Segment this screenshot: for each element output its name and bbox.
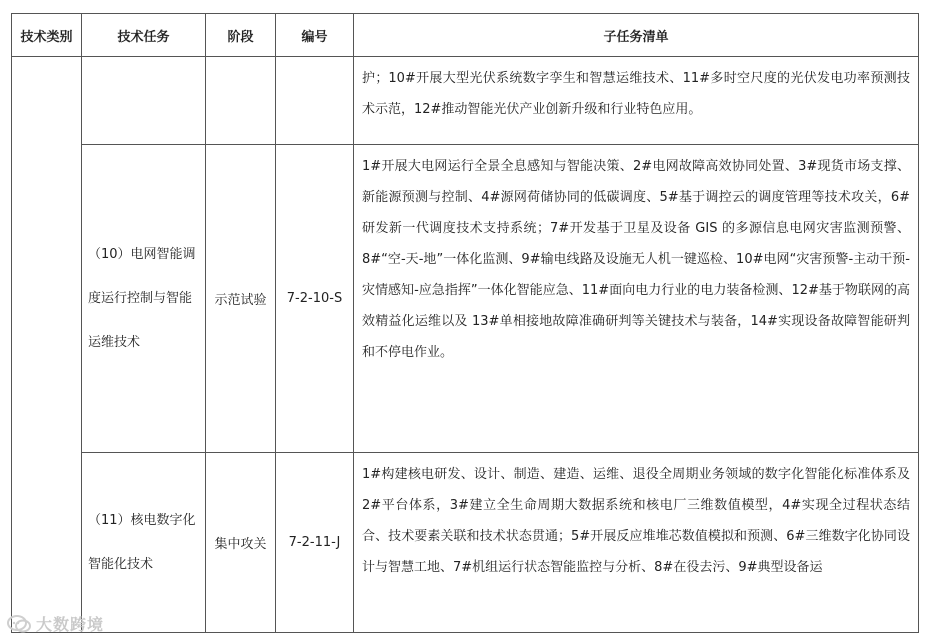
watermark xyxy=(6,612,104,635)
subtask-cell xyxy=(354,453,919,633)
watermark-text: 大数跨境 xyxy=(36,615,105,634)
task-cell: （10）电网智能调度运行控制与智能运维技术 xyxy=(82,145,206,453)
stage-cell: 示范试验 xyxy=(206,145,276,453)
header-category: 技术类别 xyxy=(12,14,82,57)
table-row xyxy=(12,57,919,145)
header-task: 技术任务 xyxy=(82,14,206,57)
subtask-text: 1#构建核电研发、设计、制造、建造、运维、退役全周期业务领域的数字化智能化标准体系及 2#平台体系，3#建立全生命周期大数据系统和核电厂三维数值模型，4#实现全过程状态结合、技术要素关联和技术状态贯通；5#开展反应堆堆芯数值模拟和预测、6#三维数字化协同设计与智慧工地、7#机组运行状态智能监控与分析、8#在役去污、9#典型设备运 xyxy=(362,467,910,575)
stage-cell xyxy=(206,57,276,145)
header-code: 编号 xyxy=(276,14,354,57)
table-header-row xyxy=(12,14,919,57)
category-cell xyxy=(12,57,82,633)
tech-task-table xyxy=(11,13,919,633)
table-row xyxy=(12,145,919,453)
task-cell: （11）核电数字化智能化技术 xyxy=(82,453,206,633)
code-cell xyxy=(276,57,354,145)
subtask-text: 1#开展大电网运行全景全息感知与智能决策、2#电网故障高效协同处置、3#现货市场支撑、新能源预测与控制、4#源网荷储协同的低碳调度、5#基于调控云的调度管理等技术攻关，6#研发新一代调度技术支持系统；7#开发基于卫星及设备 GIS 的多源信息电网灾害监测预警、8#“空-天-地”一体化监测、9#输电线路及设施无人机一键巡检、10#电网“灾害预警-主动干预-灾情感知-应急指挥”一体化智能应急、11#面向电力行业的电力装备检测、12#基于物联网的高效精益化运维以及 13#单相接地故障准确研判等关键技术与装备，14#实现设备故障智能研判和不停电作业。 xyxy=(362,159,910,360)
task-cell xyxy=(82,57,206,145)
subtask-text: 护；10#开展大型光伏系统数字孪生和智慧运维技术、11#多时空尺度的光伏发电功率预测技术示范，12#推动智能光伏产业创新升级和行业特色应用。 xyxy=(362,71,910,117)
header-stage: 阶段 xyxy=(206,14,276,57)
code-cell: 7-2-10-S xyxy=(276,145,354,453)
header-subtasks: 子任务清单 xyxy=(354,14,919,57)
table-row xyxy=(12,453,919,633)
stage-cell: 集中攻关 xyxy=(206,453,276,633)
code-cell: 7-2-11-J xyxy=(276,453,354,633)
subtask-cell xyxy=(354,145,919,453)
subtask-cell xyxy=(354,57,919,145)
chat-bubble-icon xyxy=(6,614,32,634)
